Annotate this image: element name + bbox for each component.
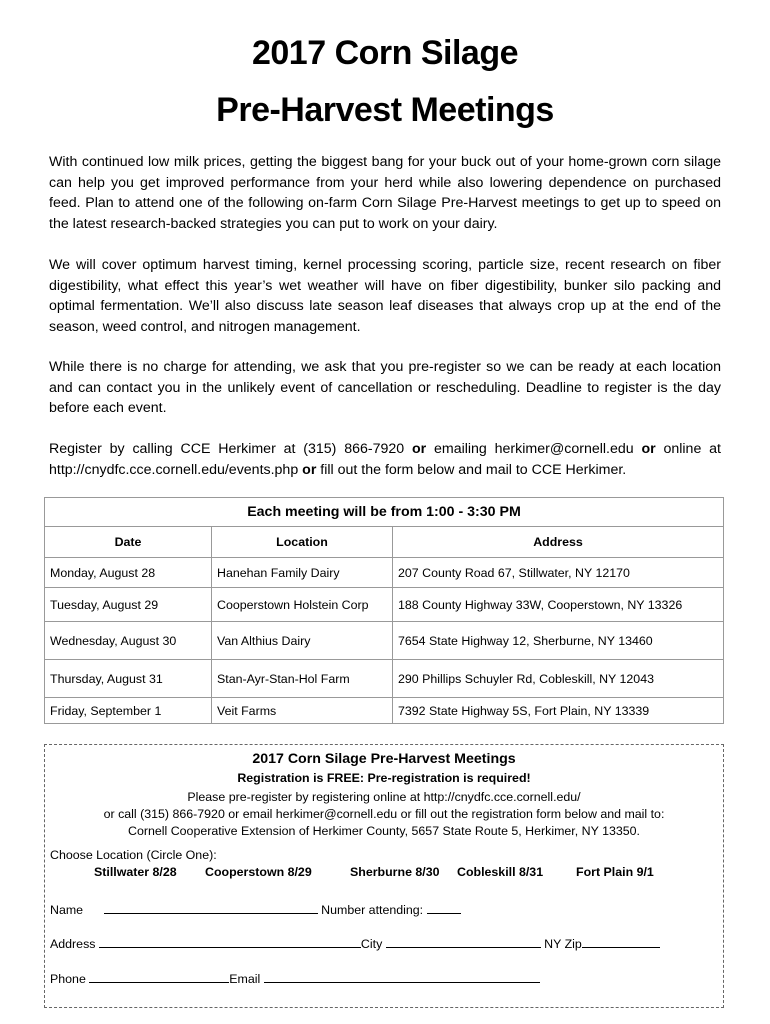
register-text-b: emailing herkimer@cornell.edu <box>426 441 642 457</box>
register-text-d: fill out the form below and mail to CCE Herkimer. <box>316 461 627 478</box>
cell-date: Friday, September 1 <box>45 698 212 724</box>
address-label: Address <box>50 937 96 951</box>
name-label: Name <box>50 903 84 917</box>
register-text-c: online at http://cnydfc.cce.cornell.edu/events.php <box>49 441 721 478</box>
or-text: or <box>411 441 427 457</box>
cell-location: Cooperstown Holstein Corp <box>212 588 393 622</box>
table-row <box>45 558 724 588</box>
choose-location-label: Choose Location (Circle One): <box>50 848 217 862</box>
cell-location: Veit Farms <box>212 698 393 724</box>
cell-address: 188 County Highway 33W, Cooperstown, NY 13326 <box>393 588 724 622</box>
form-instruction-2: or call (315) 866-7920 or email herkimer@cornell.edu or fill out the registration form below and mail to: <box>103 807 665 821</box>
location-option-sherburne[interactable]: Sherburne 8/30 <box>350 865 440 879</box>
phone-row <box>50 971 540 986</box>
cell-date: Tuesday, August 29 <box>45 588 212 622</box>
table-row <box>45 588 724 622</box>
page-title: 2017 Corn Silage <box>251 34 518 72</box>
zip-label: NY Zip <box>544 937 582 951</box>
cell-address: 207 County Road 67, Stillwater, NY 12170 <box>393 558 724 588</box>
email-field[interactable] <box>264 971 540 983</box>
intro-paragraph-2: We will cover optimum harvest timing, kernel processing scoring, particle size, recent research on fiber digestibility, what effect this year’s wet weather will have on fiber digestibility, bunker silo packing and optimal fermentation. We’ll also discuss late season leaf diseases that always crop up at the end of the season, weed control, and nitrogen management. <box>49 257 721 336</box>
table-row <box>45 622 724 660</box>
zip-field[interactable] <box>582 936 660 948</box>
form-subtitle: Registration is FREE: Pre-registration is required! <box>237 771 531 785</box>
column-header-location: Location <box>212 527 393 558</box>
number-attending-label: Number attending: <box>321 903 424 917</box>
cell-address: 290 Phillips Schuyler Rd, Cobleskill, NY 12043 <box>393 660 724 698</box>
cell-location: Hanehan Family Dairy <box>212 558 393 588</box>
cell-location: Van Althius Dairy <box>212 622 393 660</box>
schedule-heading: Each meeting will be from 1:00 - 3:30 PM <box>45 498 724 527</box>
column-header-address: Address <box>393 527 724 558</box>
form-title: 2017 Corn Silage Pre-Harvest Meetings <box>252 751 516 767</box>
address-row <box>50 936 660 951</box>
cell-date: Monday, August 28 <box>45 558 212 588</box>
cell-date: Wednesday, August 30 <box>45 622 212 660</box>
register-text-a: Register by calling CCE Herkimer at (315) 866-7920 <box>49 441 412 457</box>
city-field[interactable] <box>386 936 541 948</box>
name-field[interactable] <box>104 902 318 914</box>
location-option-cobleskill[interactable]: Cobleskill 8/31 <box>457 865 544 879</box>
page-subtitle: Pre-Harvest Meetings <box>216 91 554 129</box>
or-text: or <box>641 441 656 457</box>
table-row <box>45 698 724 724</box>
location-option-fort-plain[interactable]: Fort Plain 9/1 <box>576 865 654 879</box>
meeting-schedule-table <box>44 497 724 724</box>
column-header-date: Date <box>45 527 212 558</box>
cell-address: 7392 State Highway 5S, Fort Plain, NY 13339 <box>393 698 724 724</box>
location-option-cooperstown[interactable]: Cooperstown 8/29 <box>205 865 312 879</box>
email-label: Email <box>229 972 261 986</box>
phone-field[interactable] <box>89 971 229 983</box>
phone-label: Phone <box>50 972 86 986</box>
cell-date: Thursday, August 31 <box>45 660 212 698</box>
cell-address: 7654 State Highway 12, Sherburne, NY 13460 <box>393 622 724 660</box>
city-label: City <box>360 937 383 951</box>
address-field[interactable] <box>99 936 361 948</box>
table-row <box>45 660 724 698</box>
number-attending-field[interactable] <box>427 902 461 914</box>
intro-paragraph-3: While there is no charge for attending, we ask that you pre-register so we can be ready at each location and can contact you in the unlikely event of cancellation or rescheduling. Deadline to register is the day before each event. <box>49 359 721 417</box>
intro-paragraph-4 <box>49 439 721 480</box>
cell-location: Stan-Ayr-Stan-Hol Farm <box>212 660 393 698</box>
intro-paragraph-1: With continued low milk prices, getting the biggest bang for your buck out of your home-grown corn silage can help you get improved performance from your herd while also lowering dependence on purchased feed. Plan to attend one of the following on-farm Corn Silage Pre-Harvest meetings to get up to speed on the latest research-backed strategies you can put to work on your dairy. <box>49 154 721 233</box>
registration-form <box>44 744 724 1008</box>
location-option-stillwater[interactable]: Stillwater 8/28 <box>94 865 177 879</box>
form-instruction-1: Please pre-register by registering online at http://cnydfc.cce.cornell.edu/ <box>187 790 581 804</box>
form-mailing-address: Cornell Cooperative Extension of Herkimer County, 5657 State Route 5, Herkimer, NY 13350. <box>128 824 640 838</box>
or-text: or <box>302 461 317 478</box>
name-row <box>50 902 461 917</box>
